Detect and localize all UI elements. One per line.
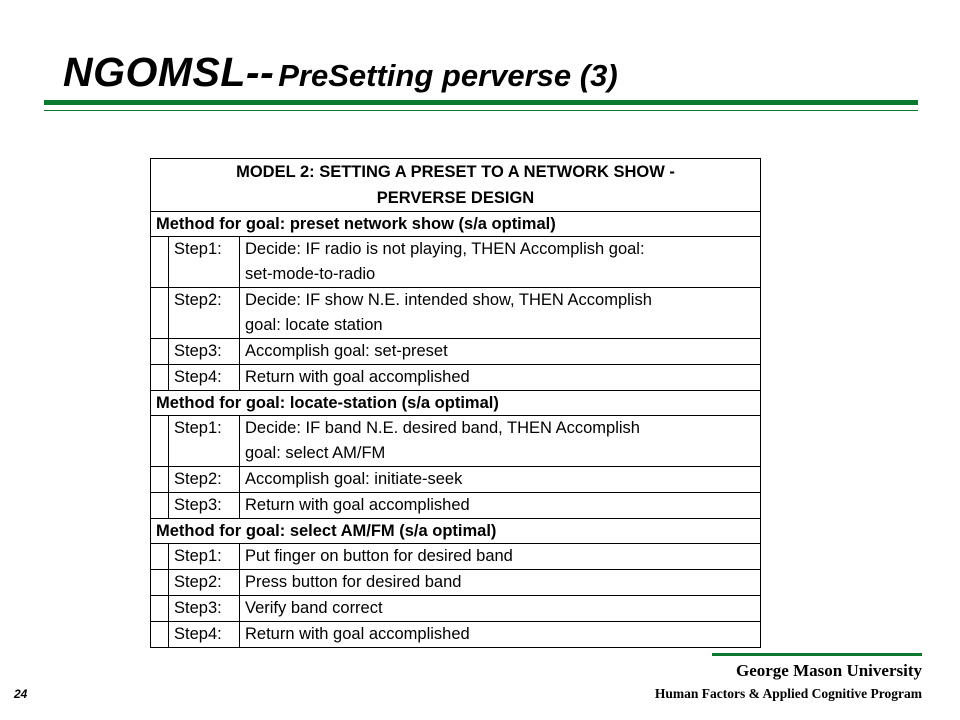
slide-title-main: NGOMSL-- [63, 49, 275, 95]
step-indent-cell [151, 493, 169, 519]
step-text-line: Decide: IF radio is not playing, THEN Accomplish goal: [245, 240, 645, 258]
table-body [151, 159, 761, 648]
university-name: George Mason University [735, 661, 922, 680]
step-row [151, 622, 761, 648]
method-row [151, 519, 761, 544]
step-row [151, 339, 761, 365]
table-header-row [151, 159, 761, 212]
step-label: Step1: [169, 416, 240, 467]
step-text [240, 544, 761, 570]
step-label: Step4: [169, 622, 240, 648]
step-label: Step3: [169, 493, 240, 519]
method-label: Method for goal: preset network show (s/a optimal) [151, 212, 761, 237]
step-indent-cell [151, 544, 169, 570]
method-row [151, 212, 761, 237]
table-header-line1: MODEL 2: SETTING A PRESET TO A NETWORK SHOW - [236, 163, 675, 181]
step-indent-cell [151, 570, 169, 596]
table-header [151, 159, 761, 212]
step-label: Step2: [169, 570, 240, 596]
method-label: Method for goal: locate-station (s/a optimal) [151, 391, 761, 416]
step-text [240, 622, 761, 648]
step-row [151, 467, 761, 493]
step-text [240, 416, 761, 467]
step-text-line: Verify band correct [245, 599, 383, 617]
slide-title [63, 49, 618, 101]
step-indent-cell [151, 365, 169, 391]
step-row [151, 596, 761, 622]
step-indent-cell [151, 622, 169, 648]
step-text [240, 288, 761, 339]
step-text-line: Decide: IF band N.E. desired band, THEN Accomplish [245, 419, 640, 437]
page-number: 24 [14, 687, 28, 701]
step-indent-cell [151, 596, 169, 622]
title-rule-thin [44, 110, 918, 111]
step-text-line: goal: locate station [245, 316, 383, 334]
step-row [151, 416, 761, 467]
step-text-line: Put finger on button for desired band [245, 547, 513, 565]
step-text [240, 570, 761, 596]
title-rule-thick [44, 100, 918, 105]
step-text [240, 467, 761, 493]
method-label: Method for goal: select AM/FM (s/a optimal) [151, 519, 761, 544]
step-text-line: Press button for desired band [245, 573, 462, 591]
step-row [151, 365, 761, 391]
step-row [151, 493, 761, 519]
step-indent-cell [151, 339, 169, 365]
step-label: Step2: [169, 288, 240, 339]
step-text [240, 365, 761, 391]
step-text-line: Return with goal accomplished [245, 625, 470, 643]
ngomsl-model-table [150, 158, 761, 648]
step-label: Step3: [169, 339, 240, 365]
step-row [151, 544, 761, 570]
step-text [240, 493, 761, 519]
step-label: Step4: [169, 365, 240, 391]
step-text [240, 596, 761, 622]
step-row [151, 237, 761, 288]
step-indent-cell [151, 416, 169, 467]
method-row [151, 391, 761, 416]
step-label: Step2: [169, 467, 240, 493]
step-text-line: Accomplish goal: initiate-seek [245, 470, 463, 488]
step-text-line: Decide: IF show N.E. intended show, THEN Accomplish [245, 291, 652, 309]
step-text [240, 339, 761, 365]
step-indent-cell [151, 237, 169, 288]
step-text-line: set-mode-to-radio [245, 265, 376, 283]
slide-title-sub: PreSetting perverse (3) [278, 58, 618, 93]
step-row [151, 288, 761, 339]
step-text-line: Return with goal accomplished [245, 368, 470, 386]
step-label: Step3: [169, 596, 240, 622]
step-label: Step1: [169, 237, 240, 288]
table-header-line2: PERVERSE DESIGN [376, 189, 535, 207]
step-indent-cell [151, 288, 169, 339]
step-text-line: goal: select AM/FM [245, 444, 386, 462]
footer-rule [712, 653, 922, 656]
step-text-line: Accomplish goal: set-preset [245, 342, 448, 360]
step-text-line: Return with goal accomplished [245, 496, 470, 514]
step-indent-cell [151, 467, 169, 493]
program-name: Human Factors & Applied Cognitive Program [654, 686, 922, 701]
step-label: Step1: [169, 544, 240, 570]
step-row [151, 570, 761, 596]
step-text [240, 237, 761, 288]
